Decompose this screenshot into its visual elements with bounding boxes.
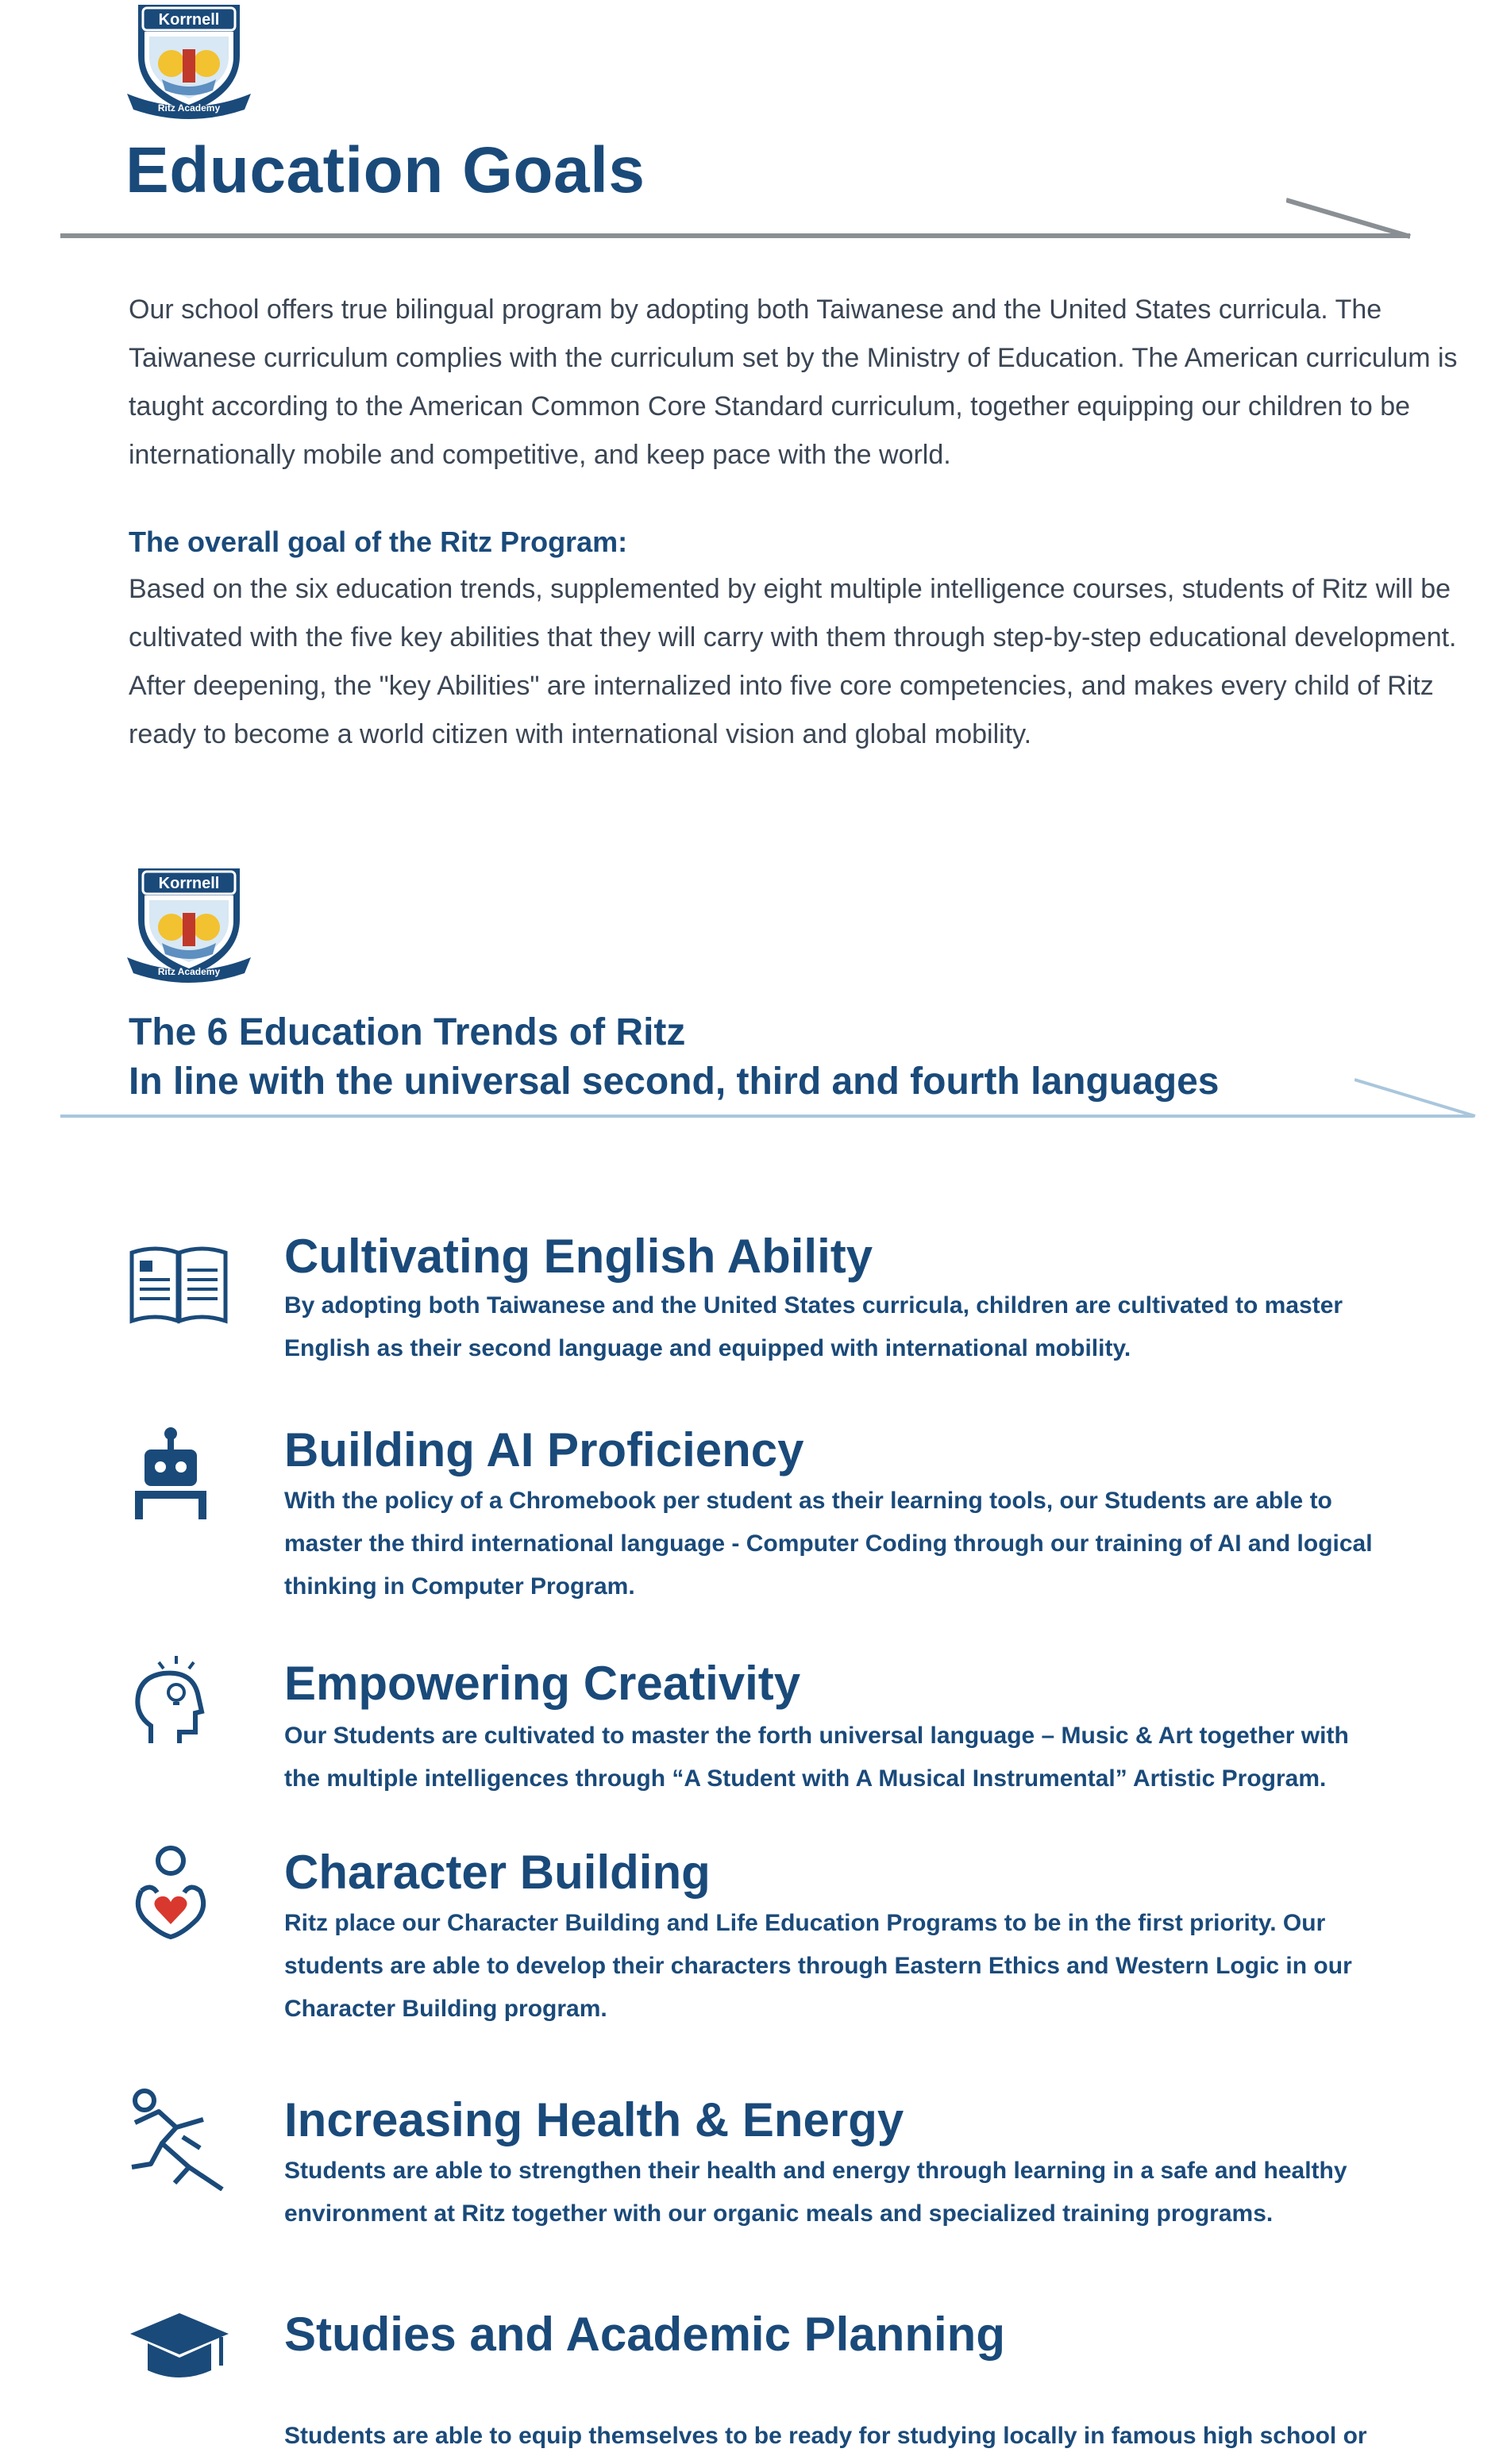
trends-title-line2: In line with the universal second, third and fourth languages: [129, 1061, 1220, 1103]
school-logo: [127, 864, 251, 983]
logo-ribbon-text: Ritz Academy: [157, 966, 221, 977]
trends-title: [129, 1008, 1219, 1107]
goals-intro: Our school offers true bilingual program by adopting both Taiwanese and the United States curricula. The Taiwanese curriculum complies with the curriculum set by the Ministry of Education. The American curriculum is taught according to the American Common Core Standard curriculum, together equipping our children to be internationally mobile and competitive, and keep pace with the world.: [129, 295, 1458, 470]
overall-goal-heading: The overall goal of the Ritz Program:: [129, 526, 628, 558]
trend-title: Empowering Creativity: [284, 1657, 801, 1710]
trend-title: Increasing Health & Energy: [284, 2093, 904, 2146]
overall-goal-text: Based on the six education trends, supplemented by eight multiple intelligence courses, students of Ritz will be cultivated with the five key abilities that they will carry with them through step-by-step educational development. After deepening, the "key Abilities" are internalized into five core competencies, and makes every child of Ritz ready to become a world citizen with international vision and global mobility.: [129, 574, 1457, 749]
section-divider: [60, 233, 1410, 238]
trend-title: Character Building: [284, 1846, 711, 1899]
trend-title: Studies and Academic Planning: [284, 2308, 1005, 2361]
trends-divider: [60, 1115, 1474, 1118]
logo-brand-text: Korrnell: [158, 875, 220, 892]
trends-title-line1: The 6 Education Trends of Ritz: [129, 1011, 686, 1053]
school-logo: [127, 0, 251, 119]
trends-divider-accent: [1354, 1076, 1482, 1121]
robot-icon: [127, 1426, 230, 1529]
person-heart-icon: [127, 1843, 230, 1946]
trend-description: By adopting both Taiwanese and the United States curricula, children are cultivated to master English as their second language and equipped with international mobility.: [284, 1292, 1343, 1361]
trend-description: Ritz place our Character Building and Life Education Programs to be in the first priority. Our students are able to develop their characters through Eastern Ethics and Western Logic in our Character Building program.: [284, 1910, 1352, 2022]
trend-title: Cultivating English Ability: [284, 1230, 873, 1283]
running-person-icon: [127, 2088, 230, 2191]
head-lightbulb-icon: [127, 1653, 230, 1756]
trend-description: Students are able to strengthen their health and energy through learning in a safe and healthy environment at Ritz together with our organic meals and specialized training programs.: [284, 2158, 1347, 2227]
trend-description: Our Students are cultivated to master the forth universal language – Music & Art together with the multiple intelligences through “A Student with A Musical Instrumental” Artistic Program.: [284, 1723, 1349, 1792]
book-flag-icon: [127, 1243, 230, 1346]
divider-accent: [1286, 195, 1413, 240]
graduation-cap-icon: [127, 2302, 230, 2405]
education-goals-title: Education Goals: [125, 134, 645, 206]
trend-description: Students are able to equip themselves to be ready for studying locally in famous high school or: [284, 2423, 1367, 2449]
trend-title: Building AI Proficiency: [284, 1423, 804, 1476]
logo-brand-text: Korrnell: [158, 11, 220, 29]
trend-description: With the policy of a Chromebook per student as their learning tools, our Students are able to master the third international language - Computer Coding through our training of AI and logical thinking in Computer Program.: [284, 1488, 1373, 1600]
logo-ribbon-text: Ritz Academy: [157, 102, 221, 114]
